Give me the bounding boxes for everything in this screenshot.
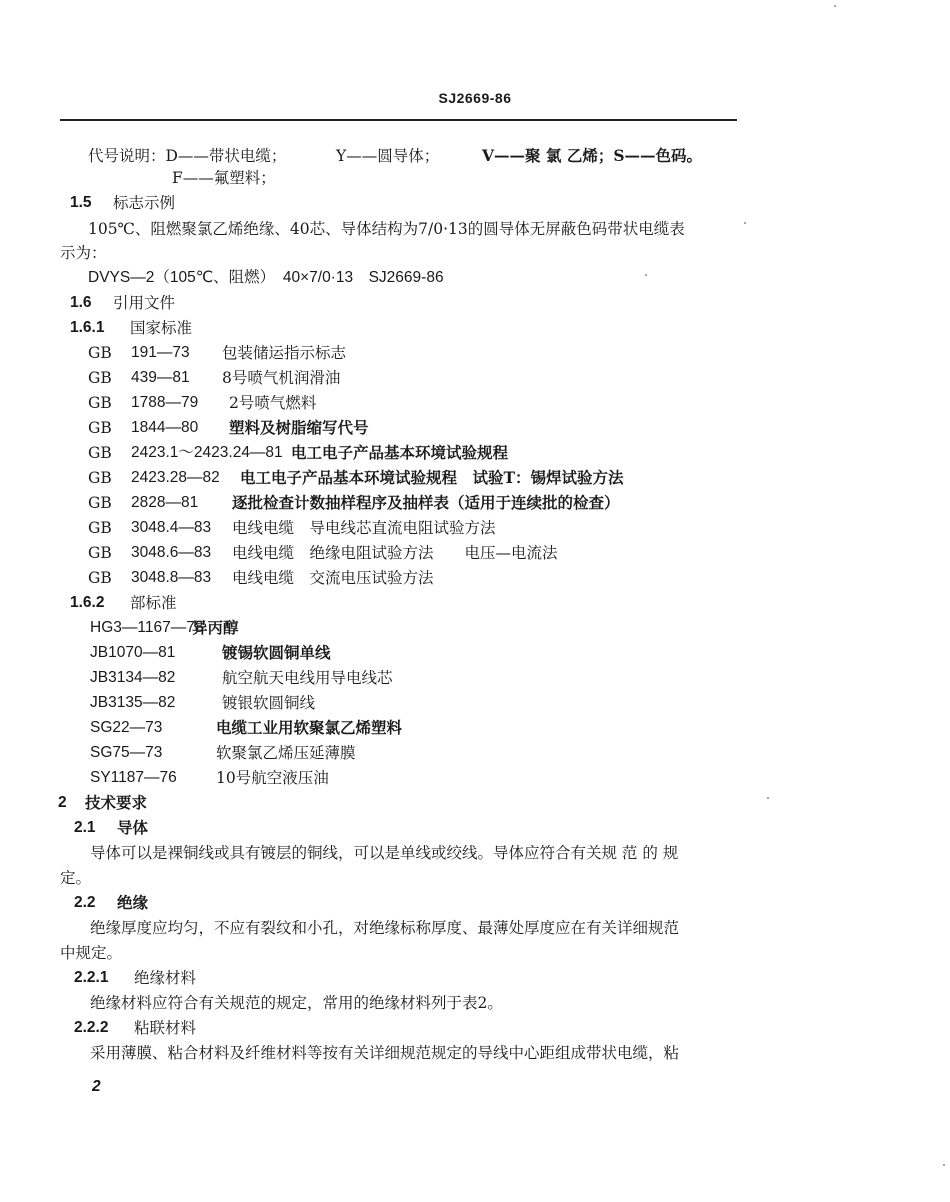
section-2-1-number: 2.1 [74, 819, 96, 836]
ministry-code: JB3135—82 [90, 694, 176, 711]
gb-code: 2423.1～2423.24—81 [131, 444, 283, 461]
ministry-title: 软聚氯乙烯压延薄膜 [216, 744, 356, 762]
section-2-2-1-title: 绝缘材料 [134, 969, 197, 987]
legend-line-1: 代号说明：D——带状电缆； [88, 147, 287, 165]
ministry-title: 异丙醇 [192, 618, 239, 637]
section-2-2-title: 绝缘 [117, 893, 149, 912]
gb-prefix: GB [88, 444, 112, 462]
gb-prefix: GB [88, 394, 112, 412]
ministry-code: SG22—73 [90, 719, 163, 736]
gb-prefix: GB [88, 544, 112, 562]
gb-title: 电线电缆 导电线芯直流电阻试验方法 [232, 519, 496, 537]
gb-prefix: GB [88, 419, 112, 437]
ministry-code: SY1187—76 [90, 769, 177, 786]
section-2-2-number: 2.2 [74, 894, 96, 911]
scan-speck [767, 797, 769, 799]
section-2-2-text-line-2: 中规定。 [60, 944, 123, 962]
ministry-title: 镀银软圆铜线 [222, 694, 316, 712]
ministry-title: 镀锡软圆铜单线 [222, 643, 331, 662]
legend-line-2: F——氟塑料； [172, 169, 276, 187]
gb-prefix: GB [88, 369, 112, 387]
section-1-6-title: 引用文件 [113, 294, 176, 312]
standard-number-header: SJ2669-86 [438, 90, 512, 106]
scan-speck [834, 5, 836, 7]
scan-speck [744, 222, 746, 224]
ministry-code: HG3—1167—78 [90, 619, 204, 636]
gb-title: 电线电缆 交流电压试验方法 [232, 569, 434, 587]
scan-speck [645, 274, 647, 276]
gb-code: 3048.8—83 [131, 569, 212, 586]
gb-code: 3048.6—83 [131, 544, 212, 561]
section-1-5-title: 标志示例 [113, 194, 176, 212]
gb-prefix: GB [88, 569, 112, 587]
section-2-2-1-text-line-1: 绝缘材料应符合有关规范的规定，常用的绝缘材料列于表2。 [90, 994, 503, 1012]
section-1-6-1-number: 1.6.1 [70, 319, 105, 336]
gb-code: 2423.28—82 [131, 469, 220, 486]
legend-v-item: V——聚 氯 乙烯；S——色码。 [482, 146, 703, 165]
gb-title: 2号喷气燃料 [229, 394, 317, 412]
section-2-2-1-number: 2.2.1 [74, 969, 109, 986]
section-1-5-number: 1.5 [70, 194, 92, 211]
section-2-1-title: 导体 [117, 818, 149, 837]
gb-title: 塑料及树脂缩写代号 [229, 418, 369, 437]
section-2-2-2-text-line-1: 采用薄膜、粘合材料及纤维材料等按有关详细规范规定的导线中心距组成带状电缆，粘 [90, 1044, 680, 1062]
marking-example: DVYS—2（105℃、阻燃） 40×7/0·13 SJ2669-86 [88, 269, 444, 286]
gb-prefix: GB [88, 344, 112, 362]
gb-code: 439—81 [131, 369, 190, 386]
ministry-title: 电缆工业用软聚氯乙烯塑料 [216, 718, 403, 737]
gb-title: 电工电子产品基本环境试验规程 [291, 443, 509, 462]
gb-title: 8号喷气机润滑油 [222, 369, 341, 387]
ministry-code: JB1070—81 [90, 644, 176, 661]
header-rule [60, 119, 737, 121]
section-2-title: 技术要求 [85, 793, 148, 812]
section-2-2-text-line-1: 绝缘厚度应均匀，不应有裂纹和小孔，对绝缘标称厚度、最薄处厚度应在有关详细规范 [90, 919, 680, 937]
section-1-6-2-number: 1.6.2 [70, 594, 105, 611]
section-1-6-1-title: 国家标准 [130, 319, 193, 337]
gb-title: 逐批检查计数抽样程序及抽样表（适用于连续批的检查） [232, 493, 620, 512]
section-1-5-text-line-2: 示为： [60, 244, 107, 262]
section-2-1-text-line-2: 定。 [60, 869, 92, 887]
section-2-number: 2 [58, 794, 67, 811]
ministry-title: 10号航空液压油 [216, 769, 329, 787]
section-2-2-2-title: 粘联材料 [134, 1019, 197, 1037]
section-2-1-text-line-1: 导体可以是裸铜线或具有镀层的铜线，可以是单线或绞线。导体应符合有关规 范 的 规 [90, 844, 679, 862]
gb-title: 包装储运指示标志 [222, 344, 347, 362]
gb-title: 电工电子产品基本环境试验规程 试验T：锡焊试验方法 [240, 468, 624, 487]
scan-speck [943, 1164, 945, 1166]
ministry-title: 航空航天电线用导电线芯 [222, 669, 393, 687]
gb-code: 1788—79 [131, 394, 199, 411]
ministry-code: JB3134—82 [90, 669, 176, 686]
gb-code: 191—73 [131, 344, 190, 361]
page-number: 2 [92, 1078, 101, 1095]
gb-code: 1844—80 [131, 419, 199, 436]
gb-prefix: GB [88, 519, 112, 537]
legend-y-item: Y——圆导体； [336, 147, 440, 165]
section-1-5-text-line-1: 105℃、阻燃聚氯乙烯绝缘、40芯、导体结构为7/0·13的圆导体无屏蔽色码带状电缆表 [88, 220, 685, 238]
section-1-6-number: 1.6 [70, 294, 92, 311]
gb-prefix: GB [88, 469, 112, 487]
ministry-code: SG75—73 [90, 744, 163, 761]
gb-prefix: GB [88, 494, 112, 512]
section-1-6-2-title: 部标准 [130, 594, 177, 612]
gb-code: 3048.4—83 [131, 519, 212, 536]
gb-title: 电线电缆 绝缘电阻试验方法 电压—电流法 [232, 544, 558, 562]
gb-code: 2828—81 [131, 494, 199, 511]
section-2-2-2-number: 2.2.2 [74, 1019, 109, 1036]
